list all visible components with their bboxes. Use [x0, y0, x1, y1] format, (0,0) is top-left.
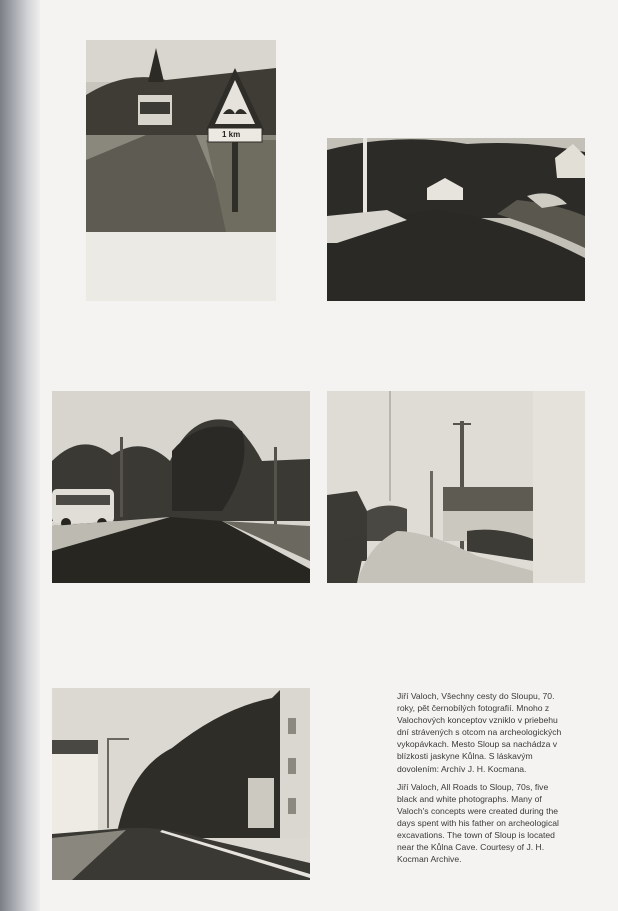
caption-english: Jiří Valoch, All Roads to Sloup, 70s, five black and white photographs. Many of Valoch's concepts were created during the days spent with his father on archeological excavations. The town of Sloup is located near the Kůlna Cave. Courtesy of J. H. Kocman Archive.: [397, 781, 559, 865]
book-spine-shadow: [0, 0, 40, 911]
photo-road-village: [327, 138, 585, 301]
photo-road-bus: [52, 391, 310, 583]
photo-road-houses: [327, 391, 585, 583]
caption-czech: Jiří Valoch, Všechny cesty do Sloupu, 70. roky, pět černobílých fotografií. Mnoho z Valochových konceptov vzniklo v priebehu dní strávených s otcom na archeologických vykopávkach. Mesto Sloup sa nachádza v blízkosti jaskyne Kůlna. S láskavým dovolením: Archív J. H. Kocmana.: [397, 691, 562, 774]
photo-caption: [397, 690, 567, 871]
sign-text: 1 km: [222, 130, 241, 139]
photo-road-sign: [86, 40, 276, 301]
photo-road-town: [52, 688, 310, 880]
